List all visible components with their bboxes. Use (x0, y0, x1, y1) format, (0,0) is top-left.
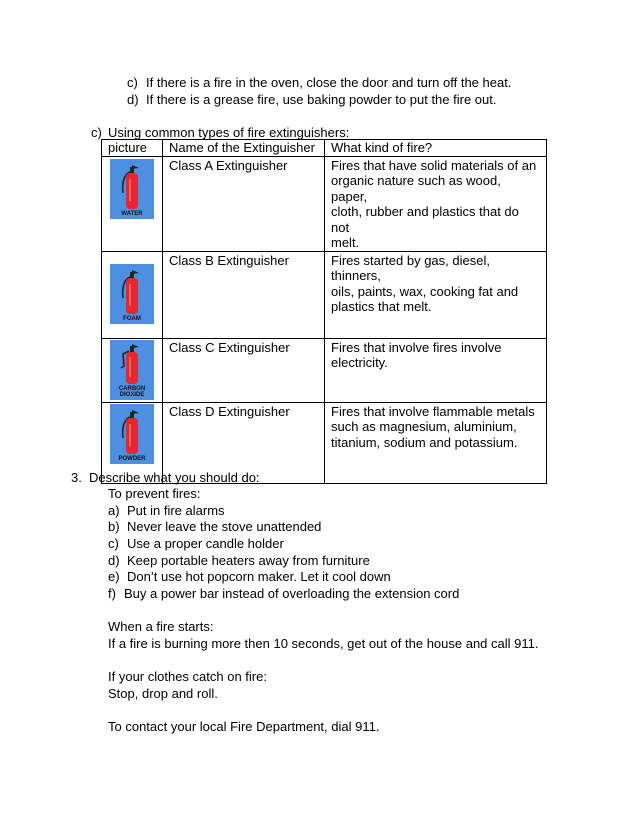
carbon-dioxide-extinguisher-icon (110, 340, 154, 400)
fire-kind-line: Fires started by gas, diesel, thinners, (331, 252, 490, 283)
table-header-row (102, 140, 547, 157)
contact-text: To contact your local Fire Department, dial 911. (108, 719, 380, 734)
list-item-text: Keep portable heaters away from furniture (127, 553, 370, 568)
list-marker: b) (108, 519, 120, 534)
prevent-item (108, 553, 370, 569)
water-extinguisher-icon (110, 159, 154, 219)
list-item-text: Don’t use hot popcorn maker. Let it cool down (127, 569, 391, 584)
question-text: Describe what you should do: (89, 470, 260, 485)
extinguisher-label: WATER (121, 210, 143, 217)
list-item-text: If there is a grease fire, use baking powder to put the fire out. (146, 92, 497, 107)
fire-kind-line: organic nature such as wood, paper, (331, 173, 501, 204)
section-heading-text: Using common types of fire extinguishers: (108, 125, 350, 140)
extinguisher-name: Class B Extinguisher (163, 251, 325, 338)
fire-kind-line: Fires that involve fires involve (331, 339, 502, 355)
table-row (102, 156, 547, 251)
extinguisher-name: Class A Extinguisher (163, 156, 325, 251)
oven-item-d (127, 92, 496, 108)
extinguisher-label: FOAM (123, 315, 141, 322)
table-row (102, 251, 547, 338)
list-item-text: Buy a power bar instead of overloading the extension cord (124, 586, 460, 601)
fire-kind-line: melt. (331, 235, 360, 250)
fire-kind-cell (325, 251, 547, 338)
prevent-heading: To prevent fires: (108, 486, 201, 501)
fire-kind-cell (325, 338, 547, 402)
clothes-heading: If your clothes catch on fire: (108, 669, 267, 684)
list-item-text: Use a proper candle holder (127, 536, 284, 551)
list-item-text: Never leave the stove unattended (127, 519, 322, 534)
fire-kind-cell (325, 402, 547, 483)
question-3 (71, 470, 260, 486)
picture-cell (102, 251, 163, 338)
fire-kind-line: titanium, sodium and potassium. (331, 434, 518, 450)
list-marker: a) (108, 503, 120, 518)
list-marker: d) (108, 553, 120, 568)
clothes-text: Stop, drop and roll. (108, 686, 218, 701)
extinguisher-table (101, 139, 547, 484)
fire-kind-cell (325, 156, 547, 251)
list-item-text: If there is a fire in the oven, close the door and turn off the heat. (146, 75, 512, 90)
fire-extinguisher-icon (117, 268, 147, 316)
fire-starts-heading: When a fire starts: (108, 619, 214, 634)
fire-kind-line: plastics that melt. (331, 299, 432, 314)
fire-extinguisher-icon (117, 163, 147, 211)
list-marker: f) (108, 586, 116, 601)
list-marker: 3. (71, 470, 82, 485)
fire-kind-line: cloth, rubber and plastics that do not (331, 204, 519, 235)
prevent-item (108, 519, 321, 535)
list-item-text: Put in fire alarms (127, 503, 225, 518)
header-picture: picture (102, 140, 163, 157)
picture-cell (102, 338, 163, 402)
fire-kind-line: Fires that involve flammable metals (331, 403, 535, 419)
oven-item-c (127, 75, 511, 91)
header-fire-kind: What kind of fire? (325, 140, 547, 157)
prevent-item (108, 503, 225, 519)
list-marker: c) (108, 536, 119, 551)
prevent-item (108, 586, 459, 602)
fire-kind-line: such as magnesium, aluminium, (331, 419, 517, 434)
fire-kind-line: Fires that have solid materials of an (331, 157, 537, 173)
fire-extinguisher-icon (117, 408, 147, 456)
list-marker: e) (108, 569, 120, 584)
list-marker: c) (91, 125, 102, 140)
list-marker: d) (127, 92, 139, 107)
prevent-item (108, 536, 284, 552)
fire-kind-line: oils, paints, wax, cooking fat and (331, 283, 519, 299)
extinguisher-label: CARBON DIOXIDE (118, 385, 146, 398)
fire-extinguisher-icon (117, 342, 147, 386)
header-name: Name of the Extinguisher (163, 140, 325, 157)
prevent-item (108, 569, 391, 585)
fire-starts-text: If a fire is burning more then 10 seconds, get out of the house and call 911. (108, 636, 539, 651)
picture-cell (102, 156, 163, 251)
extinguisher-name: Class C Extinguisher (163, 338, 325, 402)
powder-extinguisher-icon (110, 404, 154, 464)
table-row (102, 338, 547, 402)
extinguisher-label: POWDER (118, 455, 146, 462)
fire-kind-line: electricity. (331, 355, 388, 370)
list-marker: c) (127, 75, 138, 90)
extinguisher-name: Class D Extinguisher (163, 402, 325, 483)
foam-extinguisher-icon (110, 264, 154, 324)
